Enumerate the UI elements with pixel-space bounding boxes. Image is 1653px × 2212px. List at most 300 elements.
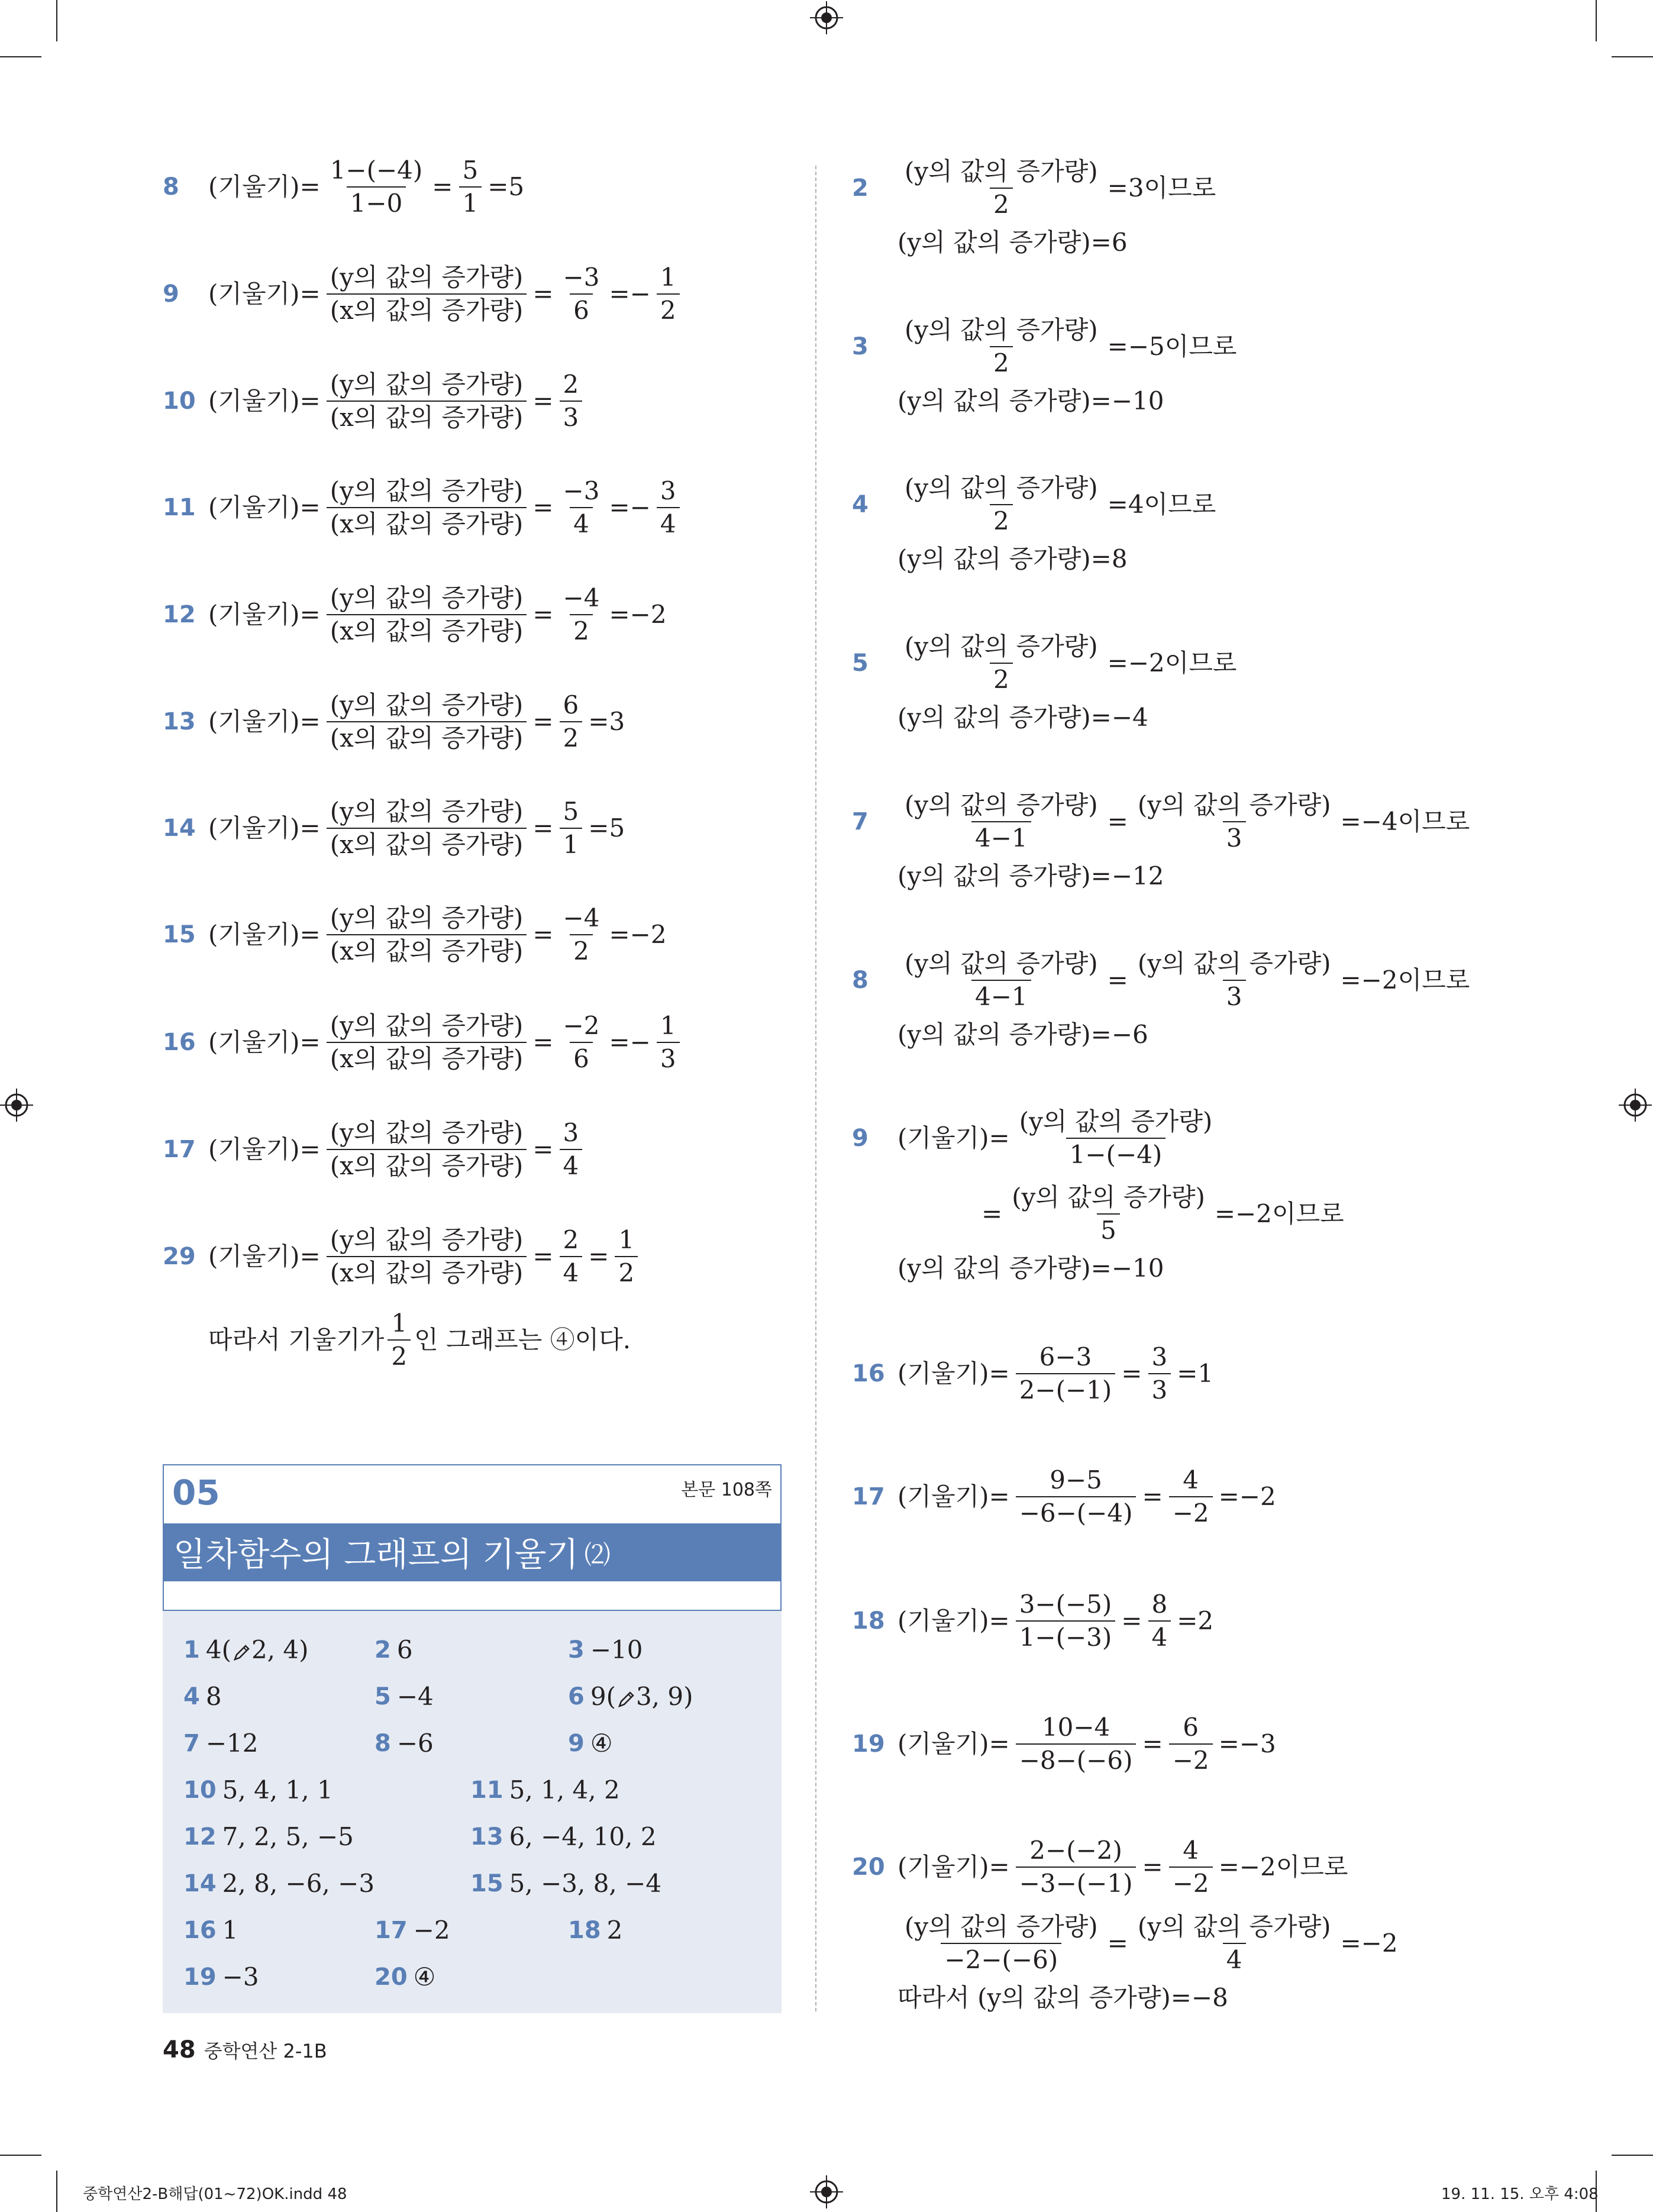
answer-item: [183, 1869, 374, 1898]
numerator: 1−(−4): [330, 156, 423, 185]
slope-label: (기울기)=: [208, 1135, 321, 1164]
slug-date: 19. 11. 15. 오후 4:08: [1441, 2185, 1599, 2203]
reduced-fraction: [657, 476, 680, 538]
denominator: 3: [560, 401, 583, 430]
answer-value: 8: [205, 1682, 222, 1711]
numerator: 1: [660, 1011, 676, 1040]
answer-number: 2: [374, 1636, 391, 1664]
result-line: (y의 값의 증가량)=6: [897, 228, 1128, 257]
denominator: 4−1: [971, 980, 1031, 1009]
slope-fraction: [327, 903, 527, 965]
denominator: 3: [657, 1042, 680, 1071]
denominator: (x의 값의 증가량): [327, 828, 527, 857]
value-fraction: [1148, 1592, 1171, 1650]
denominator: 6: [570, 293, 593, 323]
reduced-fraction: [657, 265, 680, 323]
denominator: 3: [1223, 980, 1246, 1009]
answer-number: 20: [374, 1963, 408, 1991]
increase-fraction: [1134, 951, 1335, 1009]
numerator: 5: [563, 797, 579, 826]
section-title-suffix: ⑵: [584, 1540, 611, 1570]
slope-label: (기울기)=: [897, 1606, 1010, 1635]
increase-fraction: [901, 1914, 1102, 1972]
answer-number: 10: [183, 1776, 217, 1804]
equals: =: [588, 1242, 609, 1271]
denominator: 2: [570, 614, 593, 644]
slope-label: (기울기)=: [897, 1729, 1010, 1758]
result: =−2: [609, 920, 667, 949]
item-number: 12: [163, 601, 196, 628]
result-line: (y의 값의 증가량)=−4: [897, 703, 1148, 732]
slope-label: (기울기)=: [208, 1028, 321, 1057]
denominator: (x의 값의 증가량): [327, 401, 527, 430]
value-fraction: [1169, 1838, 1213, 1896]
numerator: (y의 값의 증가량): [905, 949, 1098, 978]
equals: =: [532, 600, 554, 629]
value-fraction: [1148, 1342, 1171, 1404]
numerator: 6: [1183, 1713, 1199, 1742]
item-number: 29: [163, 1243, 196, 1270]
denominator: 2: [990, 504, 1013, 534]
slope-label: (기울기)=: [208, 1242, 321, 1271]
answer-item: [183, 1962, 259, 1991]
result: =−2이므로: [1107, 648, 1237, 677]
item-number: 16: [163, 1029, 196, 1056]
value-fraction: [560, 583, 603, 645]
crop-mark: [1596, 0, 1597, 41]
numerator: 8: [1151, 1590, 1168, 1619]
denominator: 4: [560, 1149, 583, 1178]
answer-number: 11: [470, 1776, 503, 1804]
slope-fraction: [1016, 1342, 1116, 1404]
value-fraction: [560, 1120, 583, 1178]
value-fraction: [1169, 1465, 1213, 1528]
equals: =−: [609, 279, 651, 308]
denominator: 2−(−1): [1016, 1373, 1116, 1403]
item-number: 9: [163, 280, 179, 308]
denominator: (x의 값의 증가량): [327, 507, 527, 537]
denominator: 4: [560, 1256, 583, 1286]
section-number: 05: [172, 1472, 220, 1513]
answer-number: 1: [183, 1636, 200, 1664]
numerator: 2: [563, 370, 579, 399]
answer-value: 5, 1, 4, 2: [509, 1775, 620, 1804]
answer-number: 7: [183, 1729, 200, 1757]
equals: =−: [609, 1028, 651, 1057]
answer-item: [374, 1916, 450, 1945]
equals: =: [532, 1028, 554, 1057]
item-number: 2: [852, 175, 869, 202]
slug-file: 중학연산2-B해답(01~72)OK.indd 48: [83, 2185, 347, 2203]
denominator: 4: [657, 507, 680, 537]
answer-item: [568, 1916, 622, 1945]
answer-value: −3: [222, 1962, 259, 1991]
numerator: 4: [1183, 1836, 1199, 1865]
slope-fraction: [1016, 1109, 1216, 1167]
result: =−2이므로: [1340, 965, 1470, 994]
item-number: 3: [852, 333, 869, 360]
answer-value: ④: [413, 1962, 436, 1991]
numerator: (y의 값의 증가량): [330, 583, 524, 612]
numerator: (y의 값의 증가량): [905, 1912, 1098, 1941]
equals: =: [532, 1135, 554, 1164]
answer-key: [163, 1611, 782, 2013]
equals: =: [1107, 807, 1128, 836]
crop-mark: [56, 0, 57, 41]
crop-mark: [1612, 2155, 1653, 2156]
pencil-icon: [616, 1687, 636, 1707]
numerator: (y의 값의 증가량): [330, 370, 524, 399]
numerator: −3: [563, 263, 600, 292]
result: =−2이므로: [1214, 1199, 1344, 1228]
conclusion-post: 인 그래프는 ④이다.: [414, 1325, 631, 1354]
denominator: 3: [1223, 821, 1246, 851]
answer-value: 6, −4, 10, 2: [509, 1822, 657, 1851]
answer-number: 5: [374, 1683, 391, 1710]
slope-fraction: [327, 799, 527, 857]
column-divider: [815, 166, 816, 2011]
answer-value: 9(: [590, 1682, 616, 1711]
answer-number: 3: [568, 1636, 585, 1664]
crop-mark: [56, 2171, 57, 2212]
denominator: (x의 값의 증가량): [327, 614, 527, 644]
value-fraction: [560, 476, 603, 538]
numerator: (y의 값의 증가량): [905, 632, 1098, 661]
denominator: −2: [1169, 1743, 1213, 1773]
answer-value: 4(: [205, 1635, 231, 1664]
result: =−5이므로: [1107, 332, 1237, 361]
denominator: −8−(−6): [1016, 1743, 1137, 1773]
denominator: 4: [1223, 1943, 1246, 1972]
page-footer: [163, 2036, 327, 2064]
denominator: (x의 값의 증가량): [327, 721, 527, 751]
denominator: −2: [1169, 1496, 1213, 1526]
answer-item: [183, 1729, 258, 1758]
answer-value: 1: [222, 1916, 238, 1945]
result-line: (y의 값의 증가량)=−6: [897, 1020, 1148, 1049]
slope-fraction: [327, 372, 527, 430]
result-line: (y의 값의 증가량)=−10: [897, 1254, 1164, 1283]
denominator: 2: [990, 346, 1013, 376]
slope-label: (기울기)=: [208, 493, 321, 522]
answer-number: 4: [183, 1683, 200, 1710]
equals: =: [532, 279, 554, 308]
equals: =: [532, 1242, 554, 1271]
result: =3이므로: [1107, 173, 1216, 202]
slope-fraction: [327, 158, 427, 216]
numerator: −4: [563, 903, 600, 932]
value-fraction: [560, 372, 583, 430]
numerator: 10−4: [1041, 1713, 1110, 1742]
denominator: 4: [1148, 1620, 1171, 1650]
denominator: −2−(−6): [941, 1943, 1061, 1972]
item-number: 19: [852, 1730, 885, 1758]
equals: =: [982, 1199, 1003, 1228]
answer-value: 5, 4, 1, 1: [222, 1775, 333, 1804]
result: =−2: [1218, 1482, 1276, 1511]
denominator: 4: [570, 507, 593, 537]
denominator: 2: [990, 663, 1013, 692]
increase-fraction: [901, 473, 1102, 535]
denominator: (x의 값의 증가량): [327, 1042, 527, 1071]
numerator: (y의 값의 증가량): [330, 1118, 524, 1147]
item-number: 10: [163, 387, 196, 415]
section-title: 일차함수의 그래프의 기울기: [173, 1536, 579, 1574]
crop-mark: [0, 2155, 41, 2156]
denominator: 1−(−4): [1066, 1138, 1166, 1167]
answer-value: 2: [606, 1916, 623, 1945]
numerator: 6−3: [1039, 1342, 1092, 1371]
numerator: (y의 값의 증가량): [1137, 790, 1331, 819]
numerator: 3: [1151, 1342, 1168, 1371]
page-number: 48: [163, 2036, 196, 2064]
item-number: 9: [852, 1125, 869, 1152]
equals: =: [532, 386, 554, 415]
increase-fraction: [901, 315, 1102, 377]
numerator: (y의 값의 증가량): [330, 797, 524, 826]
increase-fraction: [901, 159, 1102, 217]
slope-label: (기울기)=: [897, 1852, 1010, 1881]
value-fraction: [560, 903, 603, 965]
denominator: 6: [570, 1042, 593, 1071]
equals: =: [532, 813, 554, 842]
answer-item: [374, 1962, 435, 1991]
value-fraction: [560, 799, 583, 857]
slope-label: (기울기)=: [208, 279, 321, 308]
denominator: 2: [990, 188, 1013, 217]
answer-item: [470, 1822, 657, 1851]
denominator: 1−(−3): [1016, 1620, 1116, 1650]
slope-label: (기울기)=: [208, 386, 321, 415]
slope-label: (기울기)=: [897, 1482, 1010, 1511]
answer-number: 17: [374, 1916, 408, 1944]
numerator: 6: [563, 690, 579, 719]
result-line: (y의 값의 증가량)=8: [897, 544, 1128, 573]
denominator: 4−1: [971, 821, 1031, 851]
answer-extra: 3, 9): [635, 1682, 693, 1711]
numerator: 1: [660, 263, 676, 292]
denominator: −6−(−4): [1016, 1496, 1137, 1526]
slope-label: (기울기)=: [208, 813, 321, 842]
slope-label: (기울기)=: [208, 600, 321, 629]
item-number: 7: [852, 808, 869, 835]
answer-item: [568, 1635, 643, 1664]
left-conclusion: [208, 1310, 631, 1370]
reduced-fraction: [615, 1225, 638, 1287]
numerator: (y의 값의 증가량): [1019, 1107, 1213, 1136]
denominator: −2: [1169, 1867, 1213, 1896]
pencil-icon: [231, 1640, 251, 1660]
answer-number: 18: [568, 1916, 601, 1944]
result: =3: [588, 707, 625, 736]
answer-item: [470, 1869, 661, 1898]
numerator: (y의 값의 증가량): [905, 473, 1098, 502]
value-fraction: [459, 158, 482, 216]
item-number: 14: [163, 815, 196, 842]
denominator: (x의 값의 증가량): [327, 1149, 527, 1178]
answer-value: 6: [396, 1635, 413, 1664]
answer-number: 13: [470, 1823, 503, 1851]
slope-fraction: [327, 476, 527, 538]
answer-item: [374, 1635, 413, 1664]
slope-label: (기울기)=: [897, 1123, 1010, 1152]
result: =1: [1177, 1359, 1214, 1388]
numerator: (y의 값의 증가량): [1137, 1912, 1331, 1941]
answer-number: 8: [374, 1729, 391, 1757]
answer-extra: 2, 4): [251, 1635, 309, 1664]
numerator: 2−(−2): [1029, 1836, 1122, 1865]
denominator: −3−(−1): [1016, 1867, 1137, 1896]
equals: =: [532, 493, 554, 522]
item-number: 5: [852, 650, 869, 677]
equals: =: [1121, 1606, 1142, 1635]
item-number: 15: [163, 921, 196, 948]
denominator: 2: [615, 1256, 638, 1286]
answer-number: 14: [183, 1869, 217, 1897]
numerator: (y의 값의 증가량): [905, 315, 1098, 344]
answer-number: 9: [568, 1729, 585, 1757]
book-title: 중학연산 2-1B: [204, 2040, 327, 2062]
denominator: 2: [570, 934, 593, 964]
result-line: (y의 값의 증가량)=−12: [897, 861, 1164, 890]
increase-fraction: [901, 951, 1102, 1009]
increase-fraction: [901, 634, 1102, 692]
answer-item: [183, 1822, 354, 1851]
result: =−2: [609, 600, 667, 629]
result: =−2이므로: [1218, 1852, 1348, 1881]
reduced-fraction: [657, 1013, 680, 1071]
numerator: (y의 값의 증가량): [330, 1225, 524, 1254]
numerator: 5: [462, 156, 479, 185]
equals: =: [432, 172, 453, 201]
answer-value: −12: [205, 1729, 259, 1758]
increase-fraction: [1134, 1914, 1335, 1972]
answer-value: 2, 8, −6, −3: [222, 1869, 375, 1898]
slope-fraction: [327, 583, 527, 645]
numerator: (y의 값의 증가량): [905, 157, 1098, 186]
answer-item: [568, 1729, 613, 1758]
denominator: 1−0: [347, 186, 406, 216]
slope-fraction: [327, 1013, 527, 1071]
numerator: (y의 값의 증가량): [330, 1011, 524, 1040]
denominator: 3: [1148, 1373, 1171, 1403]
item-number: 16: [852, 1360, 885, 1387]
registration-mark-icon: [0, 1089, 33, 1122]
answer-number: 15: [470, 1869, 503, 1897]
answer-item: [374, 1729, 434, 1758]
item-number: 20: [852, 1853, 885, 1881]
answer-item: [470, 1775, 620, 1804]
equals: =: [1107, 965, 1128, 994]
slope-label: (기울기)=: [897, 1359, 1010, 1388]
answer-item: [183, 1682, 222, 1711]
conclusion-fraction: $\frac{1}{2}$: [388, 1311, 411, 1369]
answer-value: ④: [590, 1729, 613, 1758]
conclusion-pre: 따라서 기울기가: [208, 1325, 385, 1354]
answer-number: 6: [568, 1683, 585, 1710]
numerator: (y의 값의 증가량): [330, 903, 524, 932]
answer-item: [183, 1916, 238, 1945]
slope-fraction: [327, 1120, 527, 1178]
increase-fraction: [901, 790, 1102, 852]
numerator: 3: [660, 476, 676, 505]
item-number: 17: [852, 1483, 885, 1510]
value-fraction: [560, 1225, 583, 1287]
answer-value: 5, −3, 8, −4: [509, 1869, 662, 1898]
answer-item: [568, 1682, 693, 1711]
answer-item: [374, 1682, 434, 1711]
result: =−2: [1340, 1929, 1398, 1958]
answer-item: [183, 1775, 333, 1804]
registration-mark-icon: [810, 1, 843, 34]
crop-mark: [0, 56, 41, 57]
result: =2: [1177, 1606, 1214, 1635]
numerator: (y의 값의 증가량): [330, 476, 524, 505]
answer-value: −4: [396, 1682, 434, 1711]
denominator: (x의 값의 증가량): [327, 934, 527, 964]
numerator: 3: [563, 1118, 579, 1147]
answer-number: 12: [183, 1823, 217, 1851]
value-fraction: [560, 690, 583, 753]
value-fraction: [560, 265, 603, 323]
numerator: 3−(−5): [1019, 1590, 1112, 1619]
answer-number: 16: [183, 1916, 217, 1944]
item-number: 4: [852, 491, 869, 518]
denominator: 2: [560, 721, 583, 751]
slope-label: (기울기)=: [208, 920, 321, 949]
numerator: (y의 값의 증가량): [1137, 949, 1331, 978]
slope-fraction: [1016, 1592, 1116, 1650]
answer-item: [183, 1635, 308, 1664]
equals: =: [1142, 1482, 1163, 1511]
item-number: 18: [852, 1607, 885, 1635]
result: =5: [588, 813, 625, 842]
answer-value: −2: [413, 1916, 450, 1945]
value-fraction: [1169, 1715, 1213, 1773]
slope-label: (기울기)=: [208, 707, 321, 736]
section-header: [163, 1464, 782, 1611]
numerator: 9−5: [1050, 1465, 1102, 1494]
numerator: 1: [618, 1225, 635, 1254]
denominator: 2: [657, 293, 680, 323]
section-title-bar: [164, 1523, 780, 1581]
result-line: 따라서 (y의 값의 증가량)=−8: [897, 1983, 1228, 2012]
item-number: 13: [163, 708, 196, 735]
result: =−3: [1218, 1729, 1276, 1758]
denominator: 1: [560, 828, 583, 857]
denominator: 1: [459, 186, 482, 216]
registration-mark-icon: [810, 2175, 843, 2208]
slope-fraction: [1016, 1465, 1137, 1528]
equals: =: [1142, 1852, 1163, 1881]
equals: =: [1142, 1729, 1163, 1758]
section-page-ref: 본문 108쪽: [681, 1480, 772, 1500]
item-number: 8: [163, 173, 179, 201]
increase-fraction: [1008, 1185, 1209, 1243]
denominator: (x의 값의 증가량): [327, 293, 527, 323]
denominator: (x의 값의 증가량): [327, 1256, 527, 1286]
value-fraction: [560, 1013, 603, 1071]
item-number: 17: [163, 1136, 196, 1163]
result: =−4이므로: [1340, 807, 1470, 836]
numerator: (y의 값의 증가량): [1012, 1183, 1205, 1212]
denominator: 5: [1097, 1213, 1120, 1243]
equals: =−: [609, 493, 651, 522]
numerator: −2: [563, 1011, 600, 1040]
increase-fraction: [1134, 790, 1335, 852]
numerator: (y의 값의 증가량): [330, 690, 524, 719]
slope-fraction: [327, 1225, 527, 1287]
